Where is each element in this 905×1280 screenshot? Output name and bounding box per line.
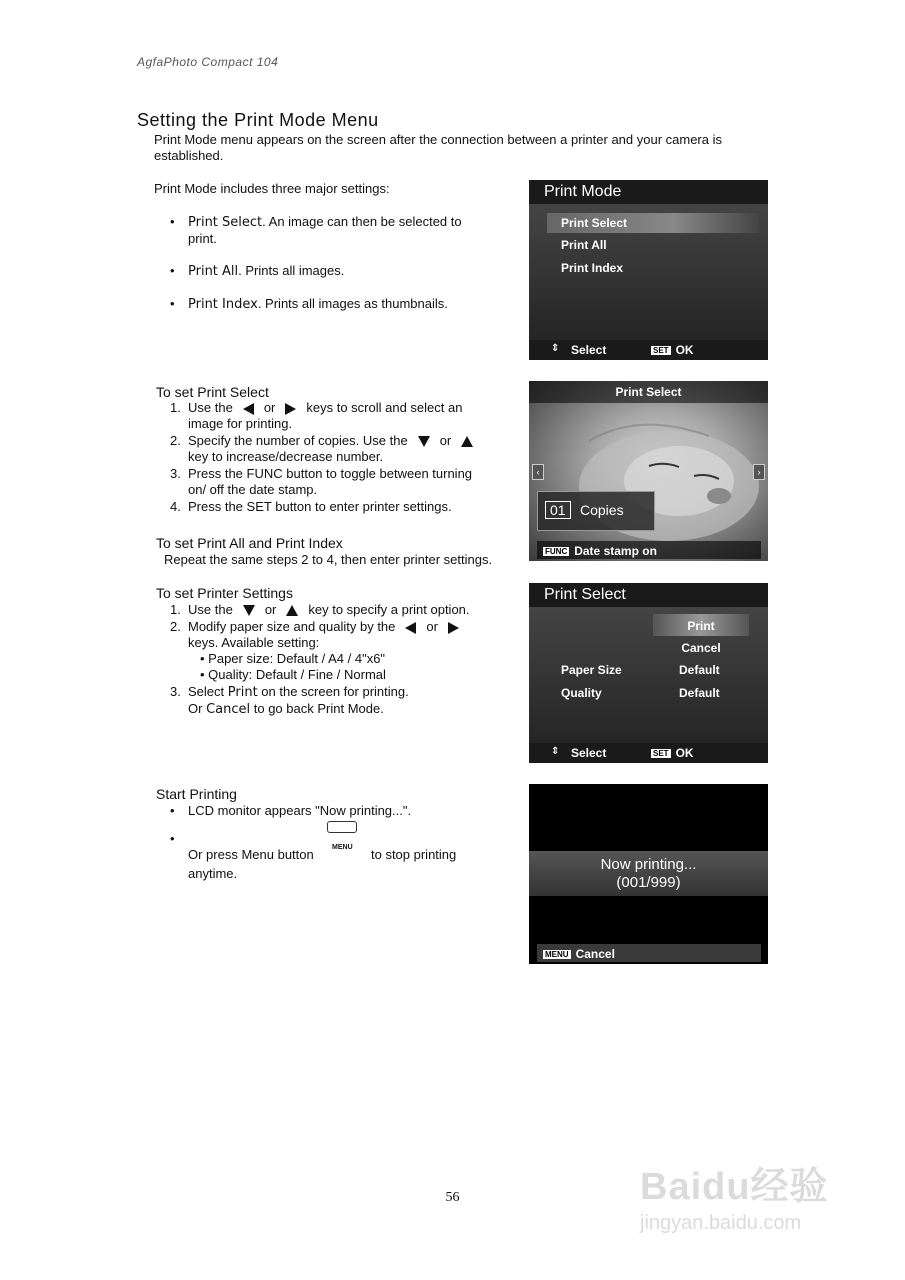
bullet-menu-button: • Or press Menu button MENU to stop printing anytime.	[170, 831, 490, 882]
down-arrow-icon	[243, 605, 255, 616]
option-cancel[interactable]: Cancel	[681, 641, 721, 655]
print-select-photo-screen	[529, 381, 768, 561]
heading-set-print-all: To set Print All and Print Index	[156, 535, 343, 551]
menu-key-icon: MENU	[545, 950, 569, 959]
screen-title: Print Select	[615, 385, 682, 399]
set-key-icon: SET	[653, 346, 669, 355]
down-arrow-icon	[418, 436, 430, 447]
heading-start-printing: Start Printing	[156, 786, 237, 802]
bullet-print-index: • Print Index. Prints all images as thumbnails.	[170, 296, 448, 312]
heading-set-print-select: To set Print Select	[156, 384, 269, 400]
date-stamp-label: Date stamp on	[574, 544, 657, 558]
bullet-print-all: • Print All. Prints all images.	[170, 263, 345, 279]
quality-value[interactable]: Default	[679, 686, 720, 700]
heading-printer-settings: To set Printer Settings	[156, 585, 293, 601]
updown-icon: ⇕	[551, 746, 560, 757]
menu-button-icon: MENU	[317, 821, 367, 856]
print-mode-screen	[529, 180, 768, 360]
paper-size-label: Paper Size	[561, 663, 622, 677]
ok-label: OK	[675, 746, 694, 760]
steps-printer-settings: 1. Use the or key to specify a print option. 2. Modify paper size and quality by the or keys. Available setting: • Paper size: Default / A4 / 4"x6" • Quality: Default / Fine / Normal 3. Select Print on the screen for printing. Or Cancel to go back Print Mode.	[170, 602, 470, 717]
quality-label: Quality	[561, 686, 602, 700]
paper-size-value[interactable]: Default	[679, 663, 720, 677]
now-printing-screen	[529, 784, 768, 964]
left-arrow-icon	[405, 622, 416, 634]
next-image-button[interactable]: ›	[753, 464, 765, 480]
menu-item-print-all[interactable]: Print All	[561, 238, 607, 252]
ok-label: OK	[675, 343, 694, 357]
up-arrow-icon	[461, 436, 473, 447]
menu-item-print-index[interactable]: Print Index	[561, 261, 624, 275]
steps-print-select: 1. Use the or keys to scroll and select an image for printing. 2. Specify the number of copies. Use the or key to increase/decrease number. 3. Press the FUNC button to toggle between turning on/ off the date stamp. 4. Press the SET button to enter printer settings.	[170, 400, 473, 514]
left-arrow-icon	[243, 403, 254, 415]
copies-number: 01	[545, 501, 571, 519]
includes-text: Print Mode includes three major settings:	[154, 181, 390, 196]
baidu-watermark: Baidu经验 jingyan.baidu.com	[640, 1166, 829, 1234]
cancel-label[interactable]: Cancel	[575, 947, 615, 961]
select-label: Select	[571, 746, 607, 760]
right-arrow-icon	[448, 622, 459, 634]
page-title: Setting the Print Mode Menu	[137, 110, 379, 130]
cat-photo	[529, 381, 768, 561]
print-all-text: Repeat the same steps 2 to 4, then enter printer settings.	[164, 552, 493, 567]
screen-title: Print Select	[544, 586, 626, 603]
func-key-icon: FUNC	[545, 547, 568, 556]
copies-label: Copies	[580, 502, 624, 518]
right-arrow-icon	[285, 403, 296, 415]
select-label: Select	[571, 343, 607, 357]
intro-text: Print Mode menu appears on the screen after the connection between a printer and your camera is established.	[154, 132, 722, 163]
copies-box[interactable]	[537, 491, 655, 531]
printing-status: Now printing... (001/999)	[600, 856, 697, 891]
printer-settings-screen	[529, 583, 768, 763]
screen-title: Print Mode	[544, 183, 622, 200]
option-print[interactable]: Print	[687, 619, 715, 633]
page-number: 56	[445, 1190, 460, 1205]
set-key-icon: SET	[653, 749, 669, 758]
running-header: AgfaPhoto Compact 104	[137, 55, 279, 69]
updown-icon: ⇕	[551, 343, 560, 354]
bullet-print-select: • Print Select. An image can then be selected to print.	[170, 214, 462, 246]
up-arrow-icon	[286, 605, 298, 616]
prev-image-button[interactable]: ‹	[532, 464, 544, 480]
menu-item-print-select[interactable]: Print Select	[561, 216, 628, 230]
bullet-lcd-monitor: • LCD monitor appears "Now printing...".	[170, 803, 412, 818]
